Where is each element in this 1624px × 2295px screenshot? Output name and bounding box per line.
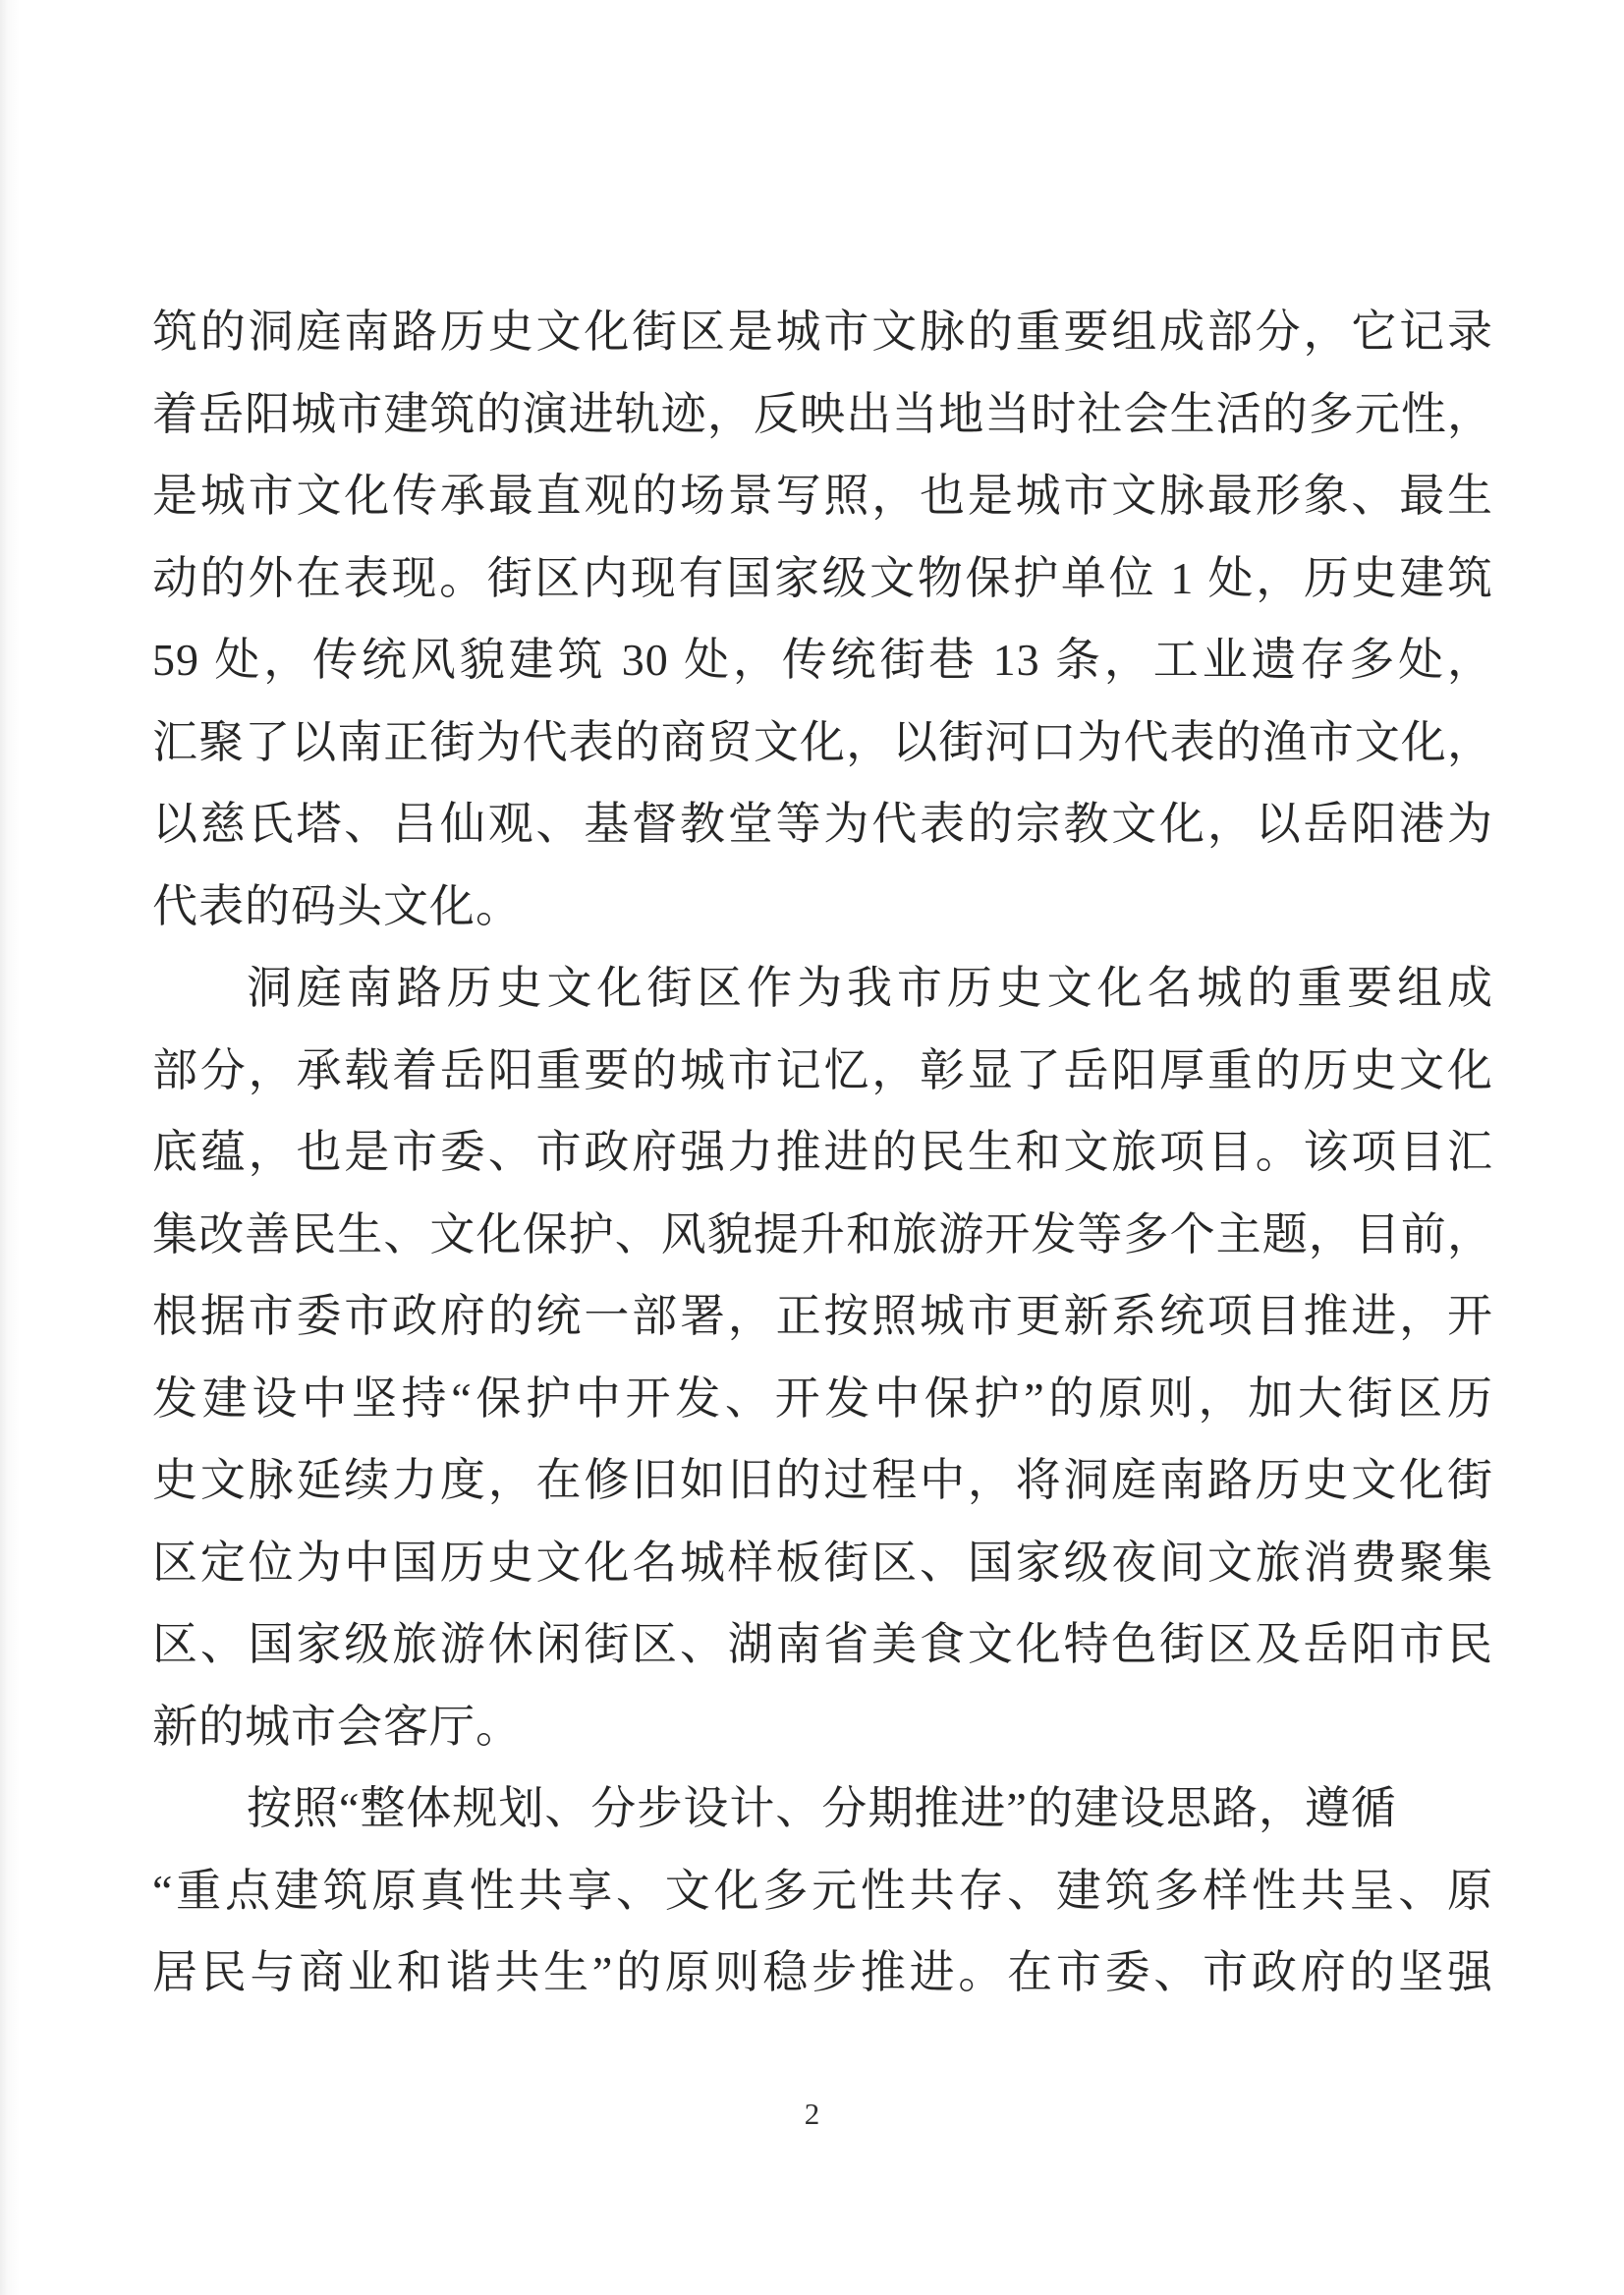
text-line: 动的外在表现。街区内现有国家级文物保护单位 1 处，历史建筑 (152, 552, 1493, 603)
text-line: 区、国家级旅游休闲街区、湖南省美食文化特色街区及岳阳市民 (152, 1619, 1493, 1669)
text-line: 汇聚了以南正街为代表的商贸文化，以街河口为代表的渔市文化， (152, 716, 1493, 767)
text-line: 根据市委市政府的统一部署，正按照城市更新系统项目推进，开 (152, 1291, 1493, 1341)
page-number: 2 (804, 2097, 820, 2131)
text-line: 是城市文化传承最直观的场景写照，也是城市文脉最形象、最生 (152, 471, 1493, 521)
text-line: 新的城市会客厅。 (152, 1701, 522, 1752)
text-line: 代表的码头文化。 (152, 880, 522, 931)
text-line: 居民与商业和谐共生”的原则稳步推进。在市委、市政府的坚强 (152, 1947, 1493, 1997)
text-line: 59 处，传统风貌建筑 30 处，传统街巷 13 条，工业遗存多处， (152, 635, 1493, 685)
text-line: 按照“整体规划、分步设计、分期推进”的建设思路，遵循 (247, 1783, 1397, 1833)
text-line: 史文脉延续力度，在修旧如旧的过程中，将洞庭南路历史文化街 (152, 1455, 1493, 1505)
text-line: 区定位为中国历史文化名城样板街区、国家级夜间文旅消费聚集 (152, 1537, 1493, 1588)
text-line: “重点建筑原真性共享、文化多元性共存、建筑多样性共呈、原 (152, 1865, 1493, 1916)
text-line: 集改善民生、文化保护、风貌提升和旅游开发等多个主题，目前， (152, 1208, 1493, 1259)
text-line: 着岳阳城市建筑的演进轨迹，反映出当地当时社会生活的多元性， (152, 388, 1493, 439)
text-line: 底蕴，也是市委、市政府强力推进的民生和文旅项目。该项目汇 (152, 1127, 1493, 1177)
text-line: 发建设中坚持“保护中开发、开发中保护”的原则，加大街区历 (152, 1372, 1493, 1424)
text-line: 以慈氏塔、吕仙观、基督教堂等为代表的宗教文化，以岳阳港为 (152, 799, 1493, 849)
text-line: 部分，承载着岳阳重要的城市记忆，彰显了岳阳厚重的历史文化 (152, 1044, 1493, 1095)
text-line: 筑的洞庭南路历史文化街区是城市文脉的重要组成部分，它记录 (152, 307, 1493, 357)
text-line: 洞庭南路历史文化街区作为我市历史文化名城的重要组成 (247, 963, 1493, 1013)
document-body (152, 291, 1493, 2014)
